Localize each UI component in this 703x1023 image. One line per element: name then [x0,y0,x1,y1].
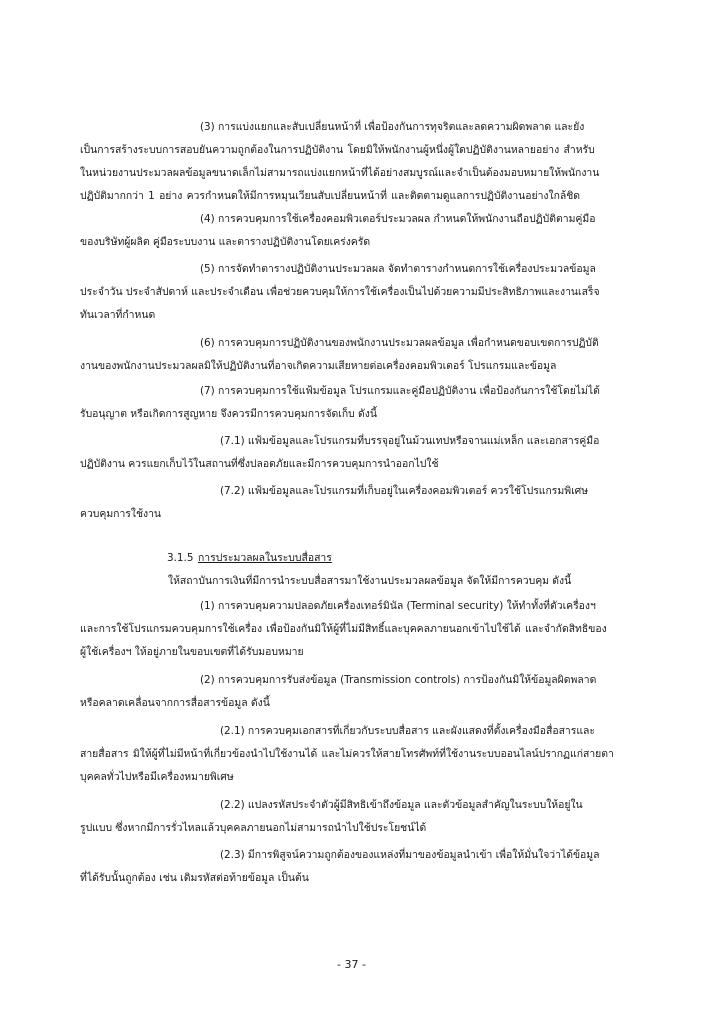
text-line: ควบคุมการใช้งาน [80,508,162,520]
section-heading: การประมวลผลในระบบสื่อสาร [198,552,332,564]
text-line: ในหน่วยงานประมวลผลข้อมูลขนาดเล็กไม่สามารถแบ่งแยกหน้าที่ได้อย่างสมบูรณ์และจำเป็นต้องมอบหมายให้พนักงาน [80,167,600,179]
text-line: (2.2) แปลงรหัสประจำตัวผู้มีสิทธิเข้าถึงข้อมูล และตัวข้อมูลสำคัญในระบบให้อยู่ใน [220,799,583,811]
text-line: บุคคลทั่วไปหรือมีเครื่องหมายพิเศษ [80,771,234,783]
text-line: ทันเวลาที่กำหนด [80,309,156,321]
text-line: ปฏิบัติมากกว่า 1 อย่าง ควรกำหนดให้มีการหมุนเวียนสับเปลี่ยนหน้าที่ และติดตามดูแลการปฏิบัติงานอย่างใกล้ชิด [80,190,581,202]
text-line: รับอนุญาต หรือเกิดการสูญหาย จึงควรมีการควบคุมการจัดเก็บ ดังนี้ [80,408,377,420]
text-line: รูปแบบ ซึ่งหากมีการรั่วไหลแล้วบุคคลภายนอกไม่สามารถนำไปใช้ประโยชน์ได้ [80,822,427,834]
text-line: เป็นการสร้างระบบการสอบยันความถูกต้องในการปฏิบัติงาน โดยมิให้พนักงานผู้หนึ่งผู้ใดปฏิบัติงานหลายอย่าง สำหรับ [80,144,595,156]
text-line: (7.1) แฟ้มข้อมูลและโปรแกรมที่บรรจุอยู่ในม้วนเทปหรือจานแม่เหล็ก และเอกสารคู่มือ [220,435,600,447]
text-line: ของบริษัทผู้ผลิต คู่มือระบบงาน และตารางปฏิบัติงานโดยเคร่งครัด [80,236,371,248]
text-line: (5) การจัดทำตารางปฏิบัติงานประมวลผล จัดทำตารางกำหนดการใช้เครื่องประมวลข้อมูล [200,263,596,275]
text-line: (2) การควบคุมการรับส่งข้อมูล (Transmission controls) การป้องกันมิให้ข้อมูลผิดพลาด [200,674,597,686]
text-line: (1) การควบคุมความปลอดภัยเครื่องเทอร์มินัล (Terminal security) ให้ทำทั้งที่ตัวเครื่องฯ [200,600,596,612]
text-line: ให้สถาบันการเงินที่มีการนำระบบสื่อสารมาใช้งานประมวลผลข้อมูล จัดให้มีการควบคุม ดังนี้ [168,575,572,587]
page-number: - 37 - [337,958,366,971]
text-line: (7) การควบคุมการใช้แฟ้มข้อมูล โปรแกรมและคู่มือปฏิบัติงาน เพื่อป้องกันการใช้โดยไม่ได้ [200,385,600,397]
text-line: สายสื่อสาร มิให้ผู้ที่ไม่มีหน้าที่เกี่ยวข้องนำไปใช้งานได้ และไม่ควรให้สายโทรศัพท์ที่ใช้งานระบบออนไลน์ปรากฏแก่สายตา [80,748,614,760]
text-line: ที่ได้รับนั้นถูกต้อง เช่น เติมรหัสต่อท้ายข้อมูล เป็นต้น [80,872,309,884]
text-line: หรือคลาดเคลื่อนจากการสื่อสารข้อมูล ดังนี้ [80,697,270,709]
text-line: ปฏิบัติงาน ควรแยกเก็บไว้ในสถานที่ซึ่งปลอดภัยและมีการควบคุมการนำออกไปใช้ [80,458,439,470]
text-line: ประจำวัน ประจำสัปดาห์ และประจำเดือน เพื่อช่วยควบคุมให้การใช้เครื่องเป็นไปด้วยความมีประสิทธิภาพและงานเสร็จ [80,286,600,298]
text-line: (3) การแบ่งแยกและสับเปลี่ยนหน้าที่ เพื่อป้องกันการทุจริตและลดความผิดพลาด และยัง [200,121,585,133]
text-line: (4) การควบคุมการใช้เครื่องคอมพิวเตอร์ประมวลผล กำหนดให้พนักงานถือปฏิบัติตามคู่มือ [200,213,596,225]
text-line: งานของพนักงานประมวลผลมิให้ปฏิบัติงานที่อาจเกิดความเสียหายต่อเครื่องคอมพิวเตอร์ โปรแกรมและข้อมูล [80,360,557,372]
text-line: ผู้ใช้เครื่องฯ ให้อยู่ภายในขอบเขตที่ได้รับมอบหมาย [80,646,304,658]
text-line: (2.1) การควบคุมเอกสารที่เกี่ยวกับระบบสื่อสาร และผังแสดงที่ตั้งเครื่องมือสื่อสารและ [220,725,595,737]
text-line: (6) การควบคุมการปฏิบัติงานของพนักงานประมวลผลข้อมูล เพื่อกำหนดขอบเขตการปฏิบัติ [200,337,599,349]
text-line: (2.3) มีการพิสูจน์ความถูกต้องของแหล่งที่มาของข้อมูลนำเข้า เพื่อให้มั่นใจว่าได้ข้อมูล [220,849,600,861]
section-number: 3.1.5 [167,552,194,564]
text-line: (7.2) แฟ้มข้อมูลและโปรแกรมที่เก็บอยู่ในเครื่องคอมพิวเตอร์ ควรใช้โปรแกรมพิเศษ [220,485,589,497]
text-line: และการใช้โปรแกรมควบคุมการใช้เครื่อง เพื่อป้องกันมิให้ผู้ที่ไม่มีสิทธิ์และบุคคลภายนอกเข้าไปใช้ได้ และจำกัดสิทธิของ [80,623,607,635]
